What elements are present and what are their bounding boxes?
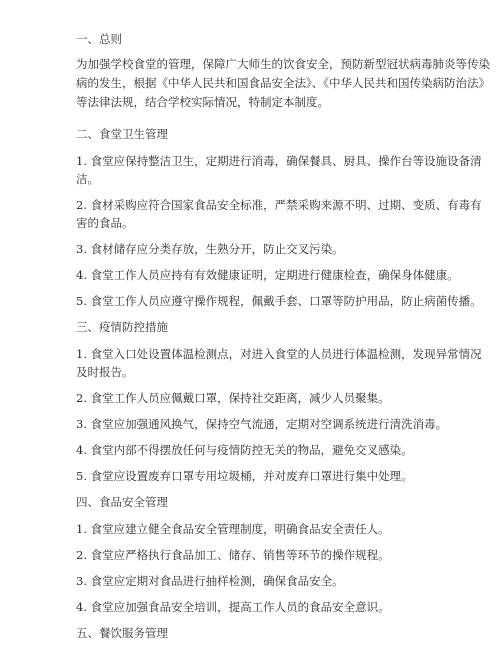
list-item-line: 3. 食材储存应分类存放，生熟分开，防止交叉污染。 — [76, 242, 344, 256]
list-item-line: 1. 食堂应建立健全食品安全管理制度，明确食品安全责任人。 — [76, 522, 390, 536]
list-item-line: 洁。 — [76, 172, 99, 186]
list-item-line: 2. 食堂工作人员应佩戴口罩，保持社交距离，减少人员聚集。 — [76, 391, 390, 405]
list-item-line: 3. 食堂应加强通风换气，保持空气流通，定期对空调系统进行清洗消毒。 — [76, 417, 448, 431]
list-item-line: 1. 食堂应保持整洁卫生，定期进行消毒，确保餐具、厨具、操作台等设施设备清 — [76, 154, 482, 168]
list-item-line: 2. 食堂应严格执行食品加工、储存、销售等环节的操作规程。 — [76, 548, 390, 562]
list-item-line: 4. 食堂工作人员应持有有效健康证明，定期进行健康检查，确保身体健康。 — [76, 268, 459, 282]
section-heading-general: 一、总则 — [76, 32, 122, 46]
list-item-line: 3. 食堂应定期对食品进行抽样检测，确保食品安全。 — [76, 574, 344, 588]
list-item-line: 及时报告。 — [76, 365, 134, 379]
paragraph-line: 为加强学校食堂的管理，保障广大师生的饮食安全，预防新型冠状病毒肺炎等传染 — [76, 57, 490, 71]
list-item-line: 5. 食堂工作人员应遵守操作规程，佩戴手套、口罩等防护用品，防止病菌传播。 — [76, 294, 482, 308]
section-heading-hygiene: 二、食堂卫生管理 — [76, 127, 168, 141]
list-item-line: 4. 食堂应加强食品安全培训，提高工作人员的食品安全意识。 — [76, 600, 390, 614]
section-heading-food-safety: 四、食品安全管理 — [76, 495, 168, 509]
paragraph-line: 等法律法规，结合学校实际情况，特制定本制度。 — [76, 95, 329, 109]
list-item-line: 2. 食材采购应符合国家食品安全标准，严禁采购来源不明、过期、变质、有毒有 — [76, 198, 482, 212]
list-item-line: 害的食品。 — [76, 216, 134, 230]
list-item-line: 1. 食堂入口处设置体温检测点，对进入食堂的人员进行体温检测，发现异常情况 — [76, 347, 482, 361]
section-heading-catering: 五、餐饮服务管理 — [76, 626, 168, 640]
list-item-line: 4. 食堂内部不得摆放任何与疫情防控无关的物品，避免交叉感染。 — [76, 443, 413, 457]
section-heading-epidemic: 三、疫情防控措施 — [76, 320, 168, 334]
paragraph-line: 病的发生，根据《中华人民共和国食品安全法》、《中华人民共和国传染病防治法》 — [76, 76, 490, 90]
list-item-line: 5. 食堂应设置废弃口罩专用垃圾桶，并对废弃口罩进行集中处理。 — [76, 469, 413, 483]
